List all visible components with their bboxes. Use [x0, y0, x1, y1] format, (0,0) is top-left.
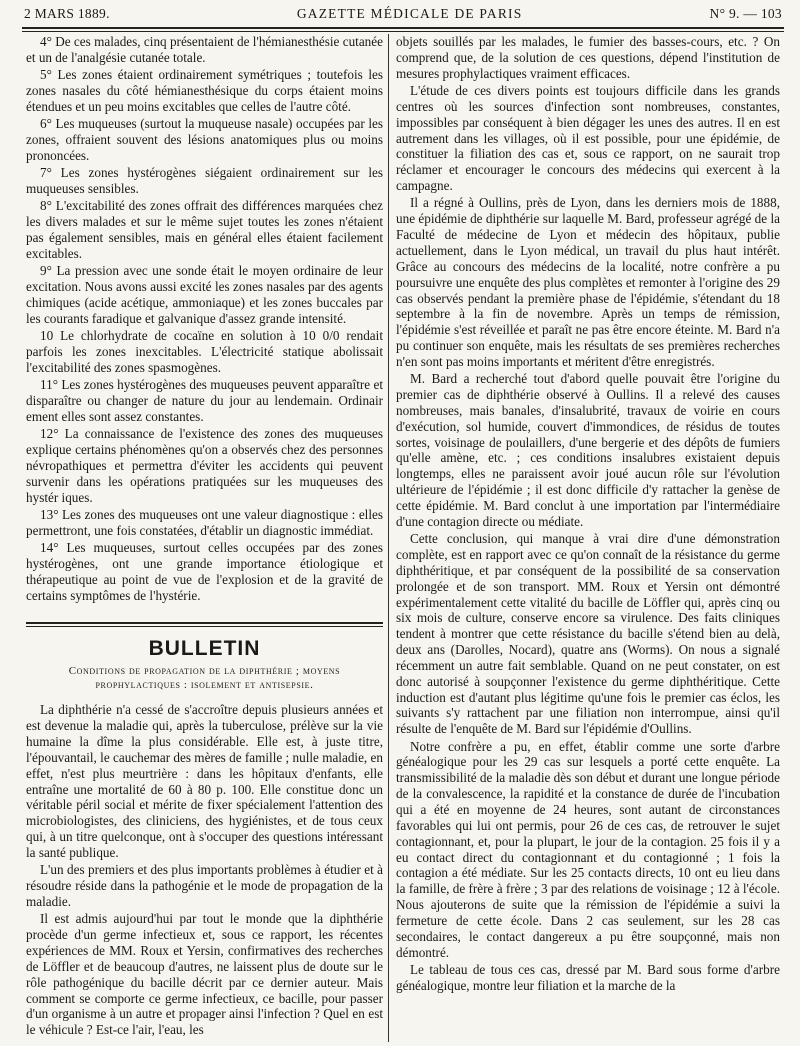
body-paragraph: M. Bard a recherché tout d'abord quelle pouvait être l'origine du premier cas de diphthérie observé à Oullins. Il a relevé des causes nombreuses, mais banales, d'insalubrité, travaux de voirie en cours d'exécution, sol humide, couvert d'immondices, de résidus de toutes sortes, voisinage de poulaillers, d'une bergerie et des dépôts de fumiers qu'elle amène, etc. ; ces conditions insalubres existaient depuis longtemps, elles ne paraissent avoir joué aucun rôle sur l'évolution ultérieure de l'épidémie ; il est donc difficile d'y rattacher la genèse de cette épidémie. M. Bard conclut à une importation par l'intermédiaire d'une contagion directe ou médiate. — [396, 371, 780, 529]
issue-number: N° 9. — 103 — [709, 6, 782, 21]
column-divider — [388, 34, 389, 1042]
body-paragraph: L'un des premiers et des plus importants problèmes à étudier et à résoudre réside dans la pathogénie et le mode de propagation de la maladie. — [26, 862, 383, 909]
conclusion-item: 6° Les muqueuses (surtout la muqueuse nasale) occupées par les zones, offraient souvent des lésions anatomiques plus ou moins prononcées. — [26, 116, 383, 163]
header-rule — [22, 27, 784, 32]
conclusion-item: 4° De ces malades, cinq présentaient de l'hémianesthésie cutanée et un de l'analgésie cutanée totale. — [26, 34, 383, 65]
body-paragraph: La diphthérie n'a cessé de s'accroître depuis plusieurs années et est devenue la maladie qui, après la tuberculose, prélève sur la vie humaine la dîme la plus considérable. Elle est, à juste titre, l'épouvantail, le cauchemar des mères de famille ; nulle maladie, en effet, n'est plus meurtrière : dans les hôpitaux d'enfants, elle entraîne une mortalité de 60 à 80 p. 100. Elle constitue donc un véritable péril social et mérite de fixer spécialement l'attention des microbiologistes, des cliniciens, des hygiénistes, et de tous ceux qui, à un titre quelconque, ont à s'occuper des questions intéressant la santé publique. — [26, 702, 383, 860]
conclusion-item: 14° Les muqueuses, surtout celles occupées par des zones hystérogènes, ont une grande importance étiologique et thérapeutique au point de vue de l'explosion et de la gravité de certains symptômes de l'hystérie. — [26, 540, 383, 603]
body-paragraph: objets souillés par les malades, le fumier des basses-cours, etc. ? On comprend que, de la solution de ces questions, dépend l'institution de mesures prophylactiques vraiment efficaces. — [396, 34, 780, 81]
body-paragraph: Notre confrère a pu, en effet, établir comme une sorte d'arbre généalogique pour les 29 cas sur lesquels a porté cette enquête. La transmissibilité de la maladie dès son début et durant une longue période de la convalescence, la rapidité et la constance de durée de l'incubation qui a été en moyenne de 24 heures, sont autant de circonstances favorables qui lui ont permis, pour 26 de ces cas, de retrouver le sujet contagionnant, et, pour la plupart, le jour de la contagion. 25 fois il y a eu contact direct du contagionnant et du contagionné ; 1 fois la contagion a été médiate. Sur les 25 contacts directs, 10 ont eu lieu dans la famille, de frère à frère ; 3 par des relations de voisinage ; 12 à l'école. Nous ajouterons de suite que la rémission de l'épidémie a suivi la fermeture de cette école. Dans 2 cas seulement, sur les 28 cas secondaires, le contact dangereux a pu être soupçonné, mais non démontré. — [396, 738, 780, 960]
body-paragraph: Il a régné à Oullins, près de Lyon, dans les derniers mois de 1888, une épidémie de diphthérie sur laquelle M. Bard, professeur agrégé de la Faculté de médecine de Lyon et médecin des hôpitaux, publie actuellement, dans le Lyon médical, un travail du plus haut intérêt. Grâce au concours des médecins de la localité, notre confrère a pu poursuivre une enquête des plus complètes et remonter à l'origine des 29 cas observés pendant la première phase de l'épidémie, s'étendant du 18 septembre à la fin de novembre. Après un temps de rémission, l'épidémie s'est réveillée et paraît ne pas être encore éteinte. M. Bard n'a pu continuer son enquête, mais les résultats de ses premières recherches n'en sont pas moins importants et méritent d'être enregistrés. — [396, 195, 780, 369]
right-column — [396, 34, 780, 1042]
conclusion-item: 12° La connaissance de l'existence des zones des muqueuses explique certains phénomènes qu'on a observés chez des personnes névropathiques et permettra d'éviter les accidents qui peuvent survenir dans les opérations pratiquées sur les muqueuses des hystér iques. — [26, 426, 383, 505]
conclusion-item: 8° L'excitabilité des zones offrait des différences marquées chez les divers malades et sur le même sujet toutes les zones n'étaient pas également sensibles, mais en général elles étaient facilement excitables. — [26, 198, 383, 261]
conclusion-item: 7° Les zones hystérogènes siégaient ordinairement sur les muqueuses sensibles. — [26, 165, 383, 197]
body-paragraph: L'étude de ces divers points est toujours difficile dans les grands centres où les sources d'infection sont nombreuses, constantes, impossibles par conséquent à bien dégager les unes des autres. Il en est autrement dans les villages, où il est possible, pour une épidémie, de constituer la filiation des cas et, sous ce rapport, on ne saurait trop réclamer et encourager le concours des médecins qui exercent à la campagne. — [396, 83, 780, 194]
conclusion-item: 9° La pression avec une sonde était le moyen ordinaire de leur excitation. Nous avons aussi excité les zones nasales par des agents chimiques (acide acétique, ammoniaque) et les zones buccales par les courants faradique et galvanique d'assez grande intensité. — [26, 263, 383, 326]
left-column — [26, 34, 383, 1042]
body-paragraph: Il est admis aujourd'hui par tout le monde que la diphthérie procède d'un germe infectieux et, sous ce rapport, les récentes expériences de MM. Roux et Yersin, confirmatives des recherches de Löffler et de beaucoup d'autres, ne laissent plus de doute sur le rôle pathogénique du bacille décrit par ce dernier auteur. Mais comment se comporte ce germe infectieux, ce bacille, pour passer d'un organisme à un autre et propager ainsi l'infection ? Quel en est le véhicule ? Est-ce l'air, l'eau, les — [26, 911, 383, 1038]
section-rule — [26, 622, 383, 627]
body-paragraph: Cette conclusion, qui manque à vrai dire d'une démonstration complète, est en rapport avec ce qu'on connaît de la résistance du germe diphthéritique, et par conséquent de la possibilité de sa conservation prolongée et de son transport. MM. Roux et Yersin ont démontré expérimentalement cette vitalité du bacille de Löffler qui, après cinq ou six mois de culture, conserve encore sa virulence. Des faits cliniques tendent à montrer que cette résistance du bacille s'étend bien au delà, deux ans (Darolles, Nocard), quatre ans (Worms). On nous a signalé récemment un autre fait semblable. Quand on ne peut constater, on est donc autorisé à soupçonner l'existence du germe diphthéritique. Cette induction est d'autant plus légitime qu'une fois le premier cas éclos, les suivants s'y rattachent par une filiation non interrompue, ainsi qu'il résulte de l'enquête de M. Bard sur l'épidémie d'Oullins. — [396, 531, 780, 737]
conclusion-item: 11° Les zones hystérogènes des muqueuses peuvent apparaître et disparaître ou changer de nature du jour au lendemain. Ordinair ement elles sont assez constantes. — [26, 377, 383, 424]
issue-date: 2 MARS 1889. — [24, 6, 110, 21]
body-paragraph: Le tableau de tous ces cas, dressé par M. Bard sous forme d'arbre généalogique, montre leur filiation et la marche de la — [396, 961, 780, 993]
section-title: BULLETIN — [148, 636, 261, 660]
conclusion-item: 10 Le chlorhydrate de cocaïne en solution à 10 0/0 rendait parfois les zones inexcitables. L'électricité statique abolissait l'excitabilité des zones spasmogènes. — [26, 328, 383, 375]
conclusion-item: 5° Les zones étaient ordinairement symétriques ; toutefois les zones nasales du côté hémianesthésique du corps étaient moins étendues et un peu moins excitables que celles de l'autre côté. — [26, 67, 383, 114]
journal-title: GAZETTE MÉDICALE DE PARIS — [296, 6, 523, 21]
conclusion-item: 13° Les zones des muqueuses ont une valeur diagnostique : elles permettront, une fois constatées, d'établir un diagnostic immédiat. — [26, 506, 383, 538]
running-header — [24, 6, 782, 26]
section-subheading: Conditions de propagation de la diphthérie ; moyens prophylactiques : isolement et antisepsie. — [68, 665, 341, 692]
